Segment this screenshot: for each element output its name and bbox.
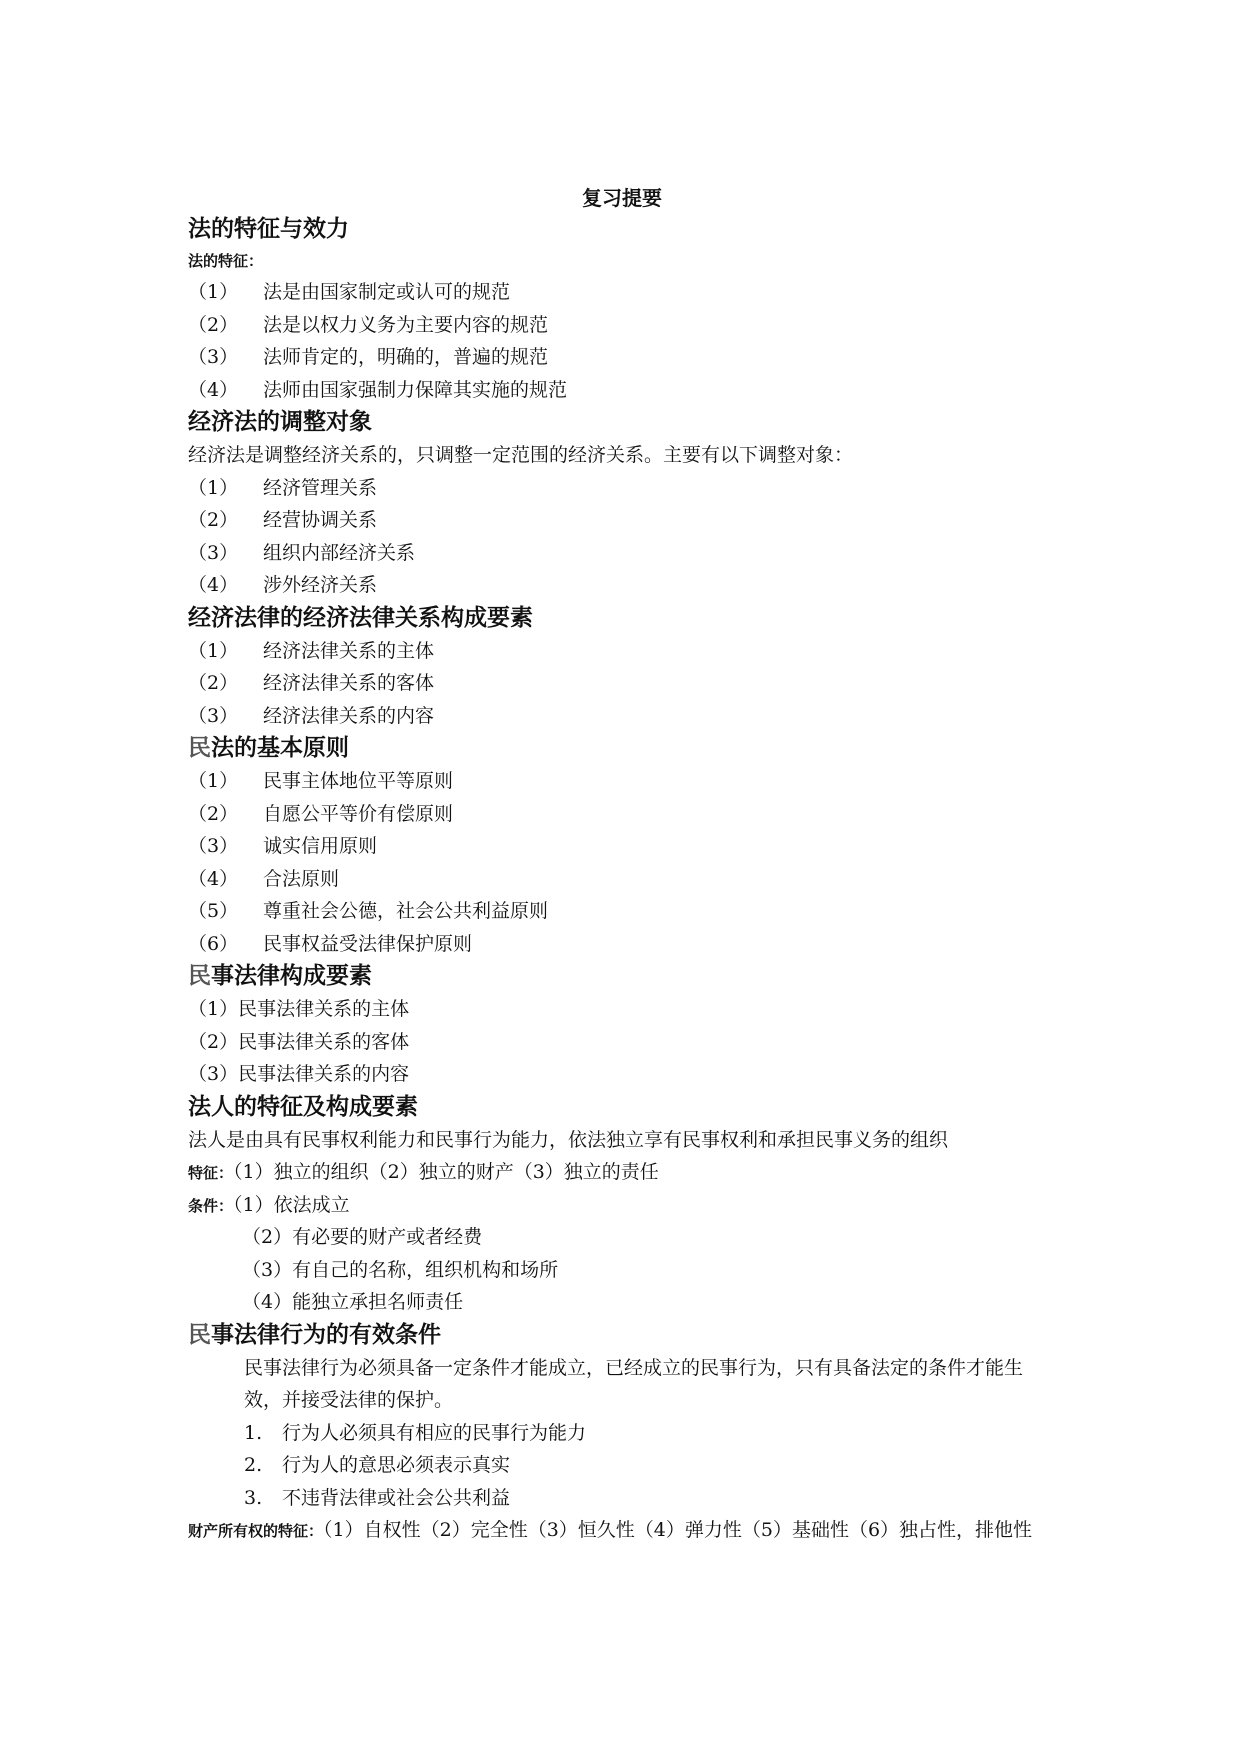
section-heading-civil-act-conditions: 民事法律行为的有效条件 <box>188 1321 441 1348</box>
list-item: （2） 民事法律关系的客体 <box>188 1030 410 1053</box>
list-item: （1） 法是由国家制定或认可的规范 <box>188 281 511 303</box>
document-page <box>188 183 1056 1548</box>
section-intro: 法人是由具有民事权利能力和民事行为能力，依法独立享有民事权利和承担民事义务的组织 <box>188 1128 949 1151</box>
list-item: （3） 组织内部经济关系 <box>188 541 416 564</box>
list-item: （2） 自愿公平等价有偿原则 <box>188 802 454 825</box>
property-ownership-features: 财产所有权的特征：（1）自权性（2）完全性（3）恒久性（4）弹力性（5）基础性（6）独占性，排他性 <box>188 1519 1033 1541</box>
section-heading-legal-person: 法人的特征及构成要素 <box>188 1093 418 1120</box>
numbered-item: 2. 行为人的意思必须表示真实 <box>244 1454 511 1476</box>
list-item: （1） 经济管理关系 <box>188 476 378 499</box>
conditions-line: 条件：（1）依法成立 <box>188 1193 350 1216</box>
list-item: （4） 法师由国家强制力保障其实施的规范 <box>188 378 568 401</box>
section-heading-civil-legal-elements: 民事法律构成要素 <box>188 963 372 989</box>
numbered-item: 3. 不违背法律或社会公共利益 <box>244 1486 511 1509</box>
list-item: （3） 诚实信用原则 <box>188 835 378 857</box>
condition-item: （4）能独立承担名师责任 <box>242 1291 464 1313</box>
list-item: （1） 民事主体地位平等原则 <box>188 770 454 792</box>
list-item: （3） 法师肯定的，明确的，普遍的规范 <box>188 346 549 368</box>
list-item: （1） 经济法律关系的主体 <box>188 639 435 662</box>
list-item: （2） 法是以权力义务为主要内容的规范 <box>188 313 549 336</box>
list-item: （4） 合法原则 <box>188 867 340 890</box>
section-intro: 民事法律行为必须具备一定条件才能成立，已经成立的民事行为，只有具备法定的条件才能生效，并接受法律的保护。 <box>244 1356 1024 1411</box>
section-heading-law-features: 法的特征与效力 <box>188 216 349 242</box>
list-item: （5） 尊重社会公德，社会公共利益原则 <box>188 900 549 922</box>
list-item: （2） 经济法律关系的客体 <box>188 672 435 694</box>
section-heading-economic-law-objects: 经济法的调整对象 <box>188 409 372 435</box>
list-item: （1） 民事法律关系的主体 <box>188 998 410 1020</box>
list-item: （6） 民事权益受法律保护原则 <box>188 932 473 955</box>
list-item: （3） 民事法律关系的内容 <box>188 1063 410 1085</box>
numbered-item: 1. 行为人必须具有相应的民事行为能力 <box>244 1421 587 1444</box>
list-item: （4） 涉外经济关系 <box>188 574 378 596</box>
subheading-law-features: 法的特征： <box>188 252 264 270</box>
list-item: （2） 经营协调关系 <box>188 509 378 531</box>
section-intro: 经济法是调整经济关系的，只调整一定范围的经济关系。主要有以下调整对象： <box>188 444 854 466</box>
features-line: 特征：（1）独立的组织（2）独立的财产（3）独立的责任 <box>188 1161 659 1183</box>
condition-item: （3）有自己的名称，组织机构和场所 <box>242 1258 559 1281</box>
document-title: 复习提要 <box>582 186 662 210</box>
condition-item: （2）有必要的财产或者经费 <box>242 1226 483 1248</box>
section-heading-economic-legal-relation: 经济法律的经济法律关系构成要素 <box>188 604 533 631</box>
list-item: （3） 经济法律关系的内容 <box>188 704 435 727</box>
section-heading-civil-law-principles: 民法的基本原则 <box>188 735 349 761</box>
